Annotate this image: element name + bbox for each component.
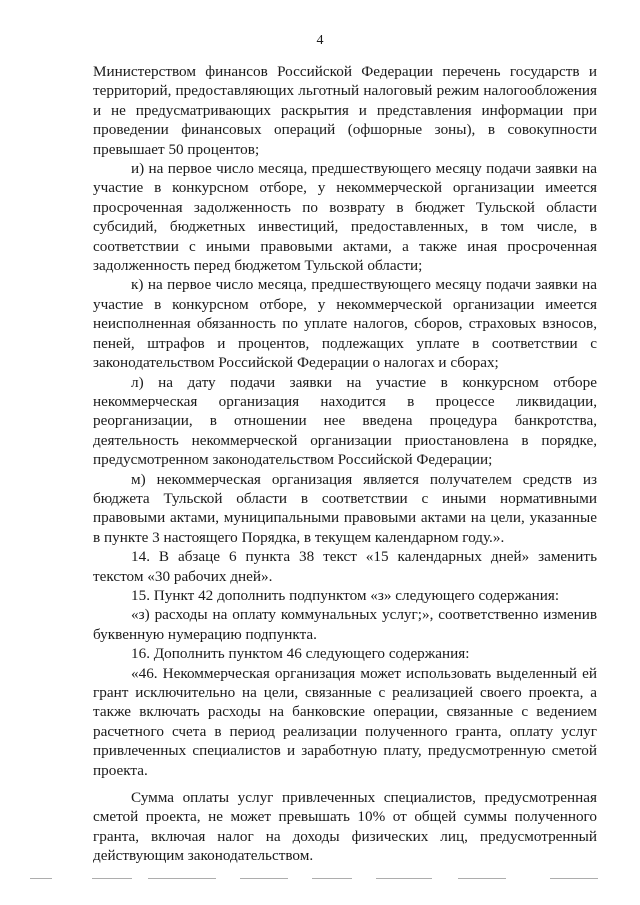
paragraph-continuation: Министерством финансов Российской Федерации перечень государств и территорий, предоставляющих льготный налоговый режим налогообложения и не предусматривающих раскрытия и представления информации при проведении финансовых операций (офшорные зоны), в совокупности превышает 50 процентов; [93, 63, 597, 158]
page-number: 4 [316, 33, 324, 48]
paragraph-item-15-text: «з) расходы на оплату коммунальных услуг;», соответственно изменив буквенную нумерацию подпункта. [93, 606, 597, 643]
document-body [93, 62, 597, 866]
scan-mark [312, 878, 352, 879]
paragraph-subitem-k: к) на первое число месяца, предшествующего месяцу подачи заявки на участие в конкурсном отборе, у некоммерческой организации имеется неисполненная обязанность по уплате налогов, сборов, страховых взносов, пеней, штрафов и процентов, подлежащих уплате в соответствии с законодательством Российской Федерации о налогах и сборах; [93, 276, 597, 372]
paragraph-item-14: 14. В абзаце 6 пункта 38 текст «15 календарных дней» заменить текстом «30 рабочих дней». [93, 548, 597, 585]
paragraph-item-16: 16. Дополнить пунктом 46 следующего содержания: [131, 645, 470, 663]
paragraph-subitem-i: и) на первое число месяца, предшествующего месяцу подачи заявки на участие в конкурсном отборе, у некоммерческой организации имеется просроченная задолженность по возврату в бюджет Тульской области субсидий, бюджетных инвестиций, предоставленных, в том числе, в соответствии с иными правовыми актами, а также иная просроченная задолженность перед бюджетом Тульской области; [93, 160, 597, 275]
paragraph-subitem-m: м) некоммерческая организация является получателем средств из бюджета Тульской области в соответствии с иными нормативными правовыми актами, муниципальными правовыми актами на цели, указанные в пункте 3 настоящего Порядка, в текущем календарном году.». [93, 470, 597, 546]
scan-mark [148, 878, 216, 879]
scan-mark [92, 878, 132, 879]
paragraph-item-46-sum: Сумма оплаты услуг привлеченных специалистов, предусмотренная сметой проекта, не может превышать 10% от общей суммы полученного гранта, включая налог на доходы физических лиц, предусмотренный действующим законодательством. [93, 789, 597, 865]
scan-mark [240, 878, 288, 879]
scan-artifact-marks [30, 878, 610, 884]
scan-mark [550, 878, 598, 879]
scan-mark [30, 878, 52, 879]
paragraph-item-15: 15. Пункт 42 дополнить подпунктом «з» следующего содержания: [131, 586, 560, 604]
scan-mark [458, 878, 506, 879]
paragraph-subitem-l: л) на дату подачи заявки на участие в конкурсном отборе некоммерческая организация находится в процессе ликвидации, реорганизации, в отношении нее введена процедура банкротства, деятельность некоммерческой организации приостановлена в порядке, предусмотренном законодательством Российской Федерации; [93, 373, 597, 469]
scan-mark [376, 878, 432, 879]
paragraph-item-46: «46. Некоммерческая организация может использовать выделенный ей грант исключительно на цели, связанные с реализацией своего проекта, а также включать расходы на банковские операции, связанные с ведением расчетного счета в период реализации полученного гранта, оплату услуг привлеченных специалистов и заработную плату, предусмотренную сметой проекта. [93, 664, 597, 779]
